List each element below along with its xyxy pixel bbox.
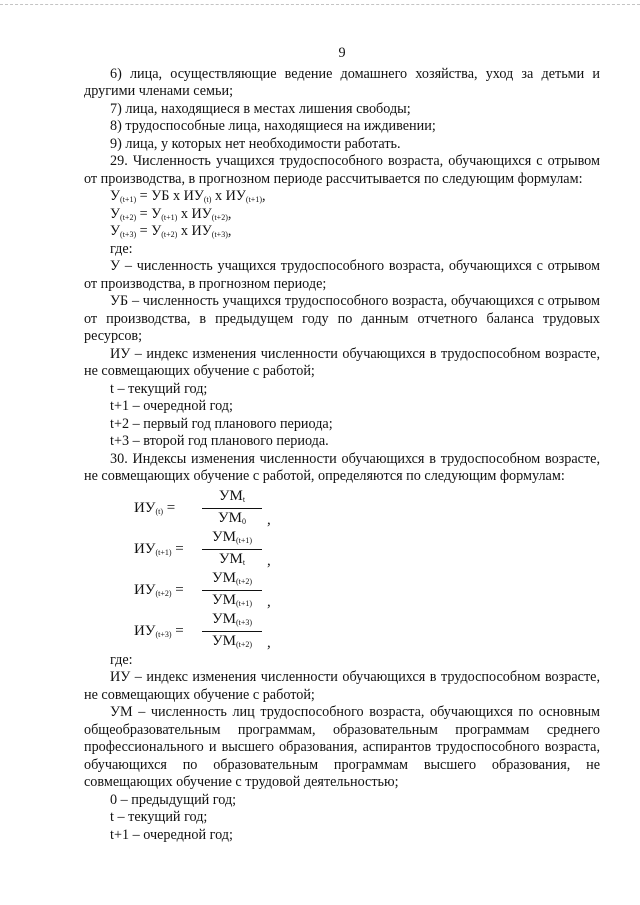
fraction: $УМ_{(t+1)}$ $УМ_t$ xyxy=(202,529,262,569)
definition: ИУ – индекс изменения численности обучающихся в трудоспособном возрасте, не совмещающих обучение с работой; xyxy=(84,669,600,703)
list-item: 9) лица, у которых нет необходимости работать. xyxy=(110,135,401,152)
fraction-formula: $ИУ_{(t+1)}$ = $УМ_{(t+1)}$ $УМ_t$ , xyxy=(134,528,271,569)
formula-line: $У_{(t+2)} = У_{(t+1)}$ х $ИУ_{(t+2)}$, xyxy=(110,205,232,222)
fraction: $УМ_{(t+3)}$ $УМ_{(t+2)}$ xyxy=(202,611,262,651)
definition: УБ – численность учащихся трудоспособного возраста, обучающихся с отрывом от производства, в предыдущем году по данным отчетного баланса трудовых ресурсов; xyxy=(84,293,600,344)
definition: УМ – численность лиц трудоспособного возраста, обучающихся по основным общеобразовательным программам, образовательным программам среднего профессионального и высшего образования, аспирантов трудоспособного возраста, обучающихся по образовательным программам высшего образования, не совмещающих обучение с трудовой деятельностью; xyxy=(84,704,600,790)
list-item: 7) лица, находящиеся в местах лишения свободы; xyxy=(110,100,411,117)
formula-line: $У_{(t+1)}$ = УБ х $ИУ_{(t)}$ х $ИУ_{(t+1)}$, xyxy=(110,188,266,204)
definition: t+1 – очередной год; xyxy=(110,826,233,843)
fraction: $УМ_{(t+2)}$ $УМ_{(t+1)}$ xyxy=(202,570,262,610)
formula-line: $У_{(t+3)} = У_{(t+2)}$ х $ИУ_{(t+3)}$, xyxy=(110,223,232,239)
section-29-paragraph: 29. Численность учащихся трудоспособного возраста, обучающихся с отрывом от производства, в прогнозном периоде рассчитывается по следующим формулам: xyxy=(84,153,600,187)
definition: ИУ – индекс изменения численности обучающихся в трудоспособном возрасте, не совмещающих обучение с работой; xyxy=(84,345,600,379)
fraction-bar xyxy=(202,631,262,632)
formulas-29 xyxy=(84,188,600,241)
document-page xyxy=(84,45,600,844)
fraction-formula: $ИУ_{(t)}$ = $УМ_t$ $УМ_0$ , xyxy=(134,487,271,528)
scan-top-edge xyxy=(0,4,640,5)
definition: t – текущий год; xyxy=(110,380,208,397)
list-item: 8) трудоспособные лица, находящиеся на иждивении; xyxy=(110,118,436,134)
fraction-formula: $ИУ_{(t+2)}$ = $УМ_{(t+2)}$ $УМ_{(t+1)}$ , xyxy=(134,569,271,610)
definition: t+1 – очередной год; xyxy=(110,398,233,414)
section-30-paragraph: 30. Индексы изменения численности обучающихся в трудоспособном возрасте, не совмещающих обучение с работой, определяются по следующим формулам: xyxy=(84,450,600,484)
list-item: 6) лица, осуществляющие ведение домашнего хозяйства, уход за детьми и другими членами семьи; xyxy=(84,65,600,99)
fraction-bar xyxy=(202,590,262,591)
definition: t+2 – первый год планового периода; xyxy=(110,415,333,432)
where-label: где: xyxy=(110,240,133,257)
definition: 0 – предыдущий год; xyxy=(110,791,237,808)
fraction: $УМ_t$ $УМ_0$ xyxy=(202,488,262,528)
fraction-bar xyxy=(202,549,262,550)
fraction-formula: $ИУ_{(t+3)}$ = $УМ_{(t+3)}$ $УМ_{(t+2)}$ , xyxy=(134,610,271,651)
page-number: 9 xyxy=(338,45,346,61)
definition: t – текущий год; xyxy=(110,809,208,825)
fraction-bar xyxy=(202,508,262,509)
where-label: где: xyxy=(110,651,133,668)
definition: t+3 – второй год планового периода. xyxy=(110,433,329,449)
definition: У – численность учащихся трудоспособного возраста, обучающихся с отрывом от производства, в прогнозном периоде; xyxy=(84,258,600,292)
